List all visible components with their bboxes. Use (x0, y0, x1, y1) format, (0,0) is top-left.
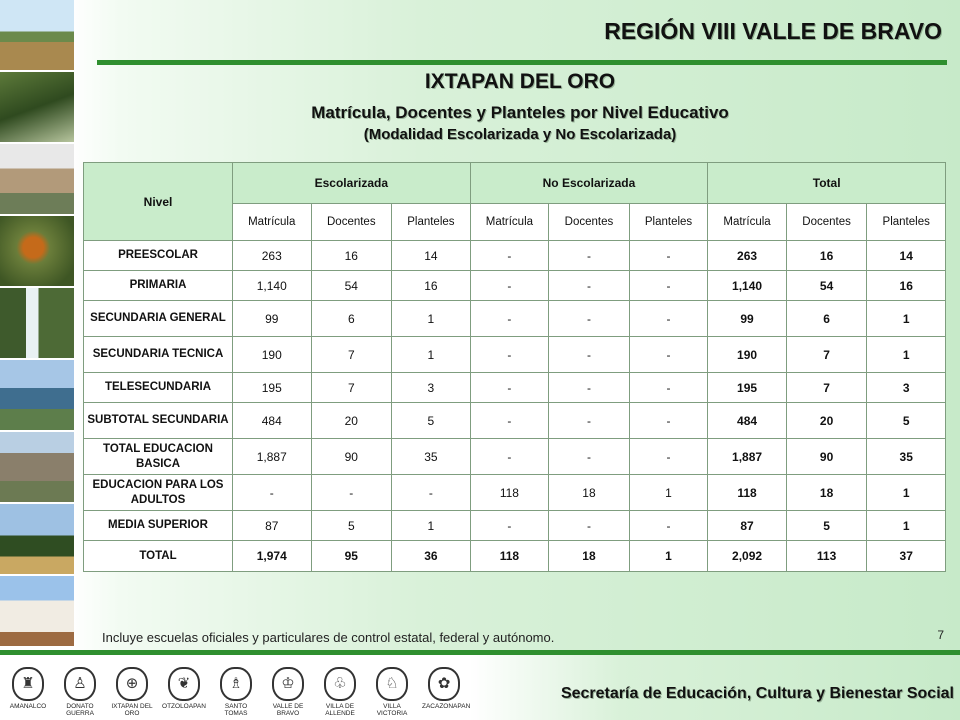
subheader-cell: Docentes (311, 204, 392, 241)
nivel-cell: MEDIA SUPERIOR (84, 511, 233, 541)
municipality-logo (318, 667, 362, 717)
value-cell: 190 (708, 337, 787, 373)
table-row (84, 439, 946, 475)
value-cell: - (549, 511, 630, 541)
value-cell: 118 (470, 541, 549, 572)
village-street-photo (0, 144, 74, 214)
logo-label: ZACAZONAPAN (422, 703, 471, 710)
footnote: Incluye escuelas oficiales y particulares de control estatal, federal y autónomo. (102, 630, 555, 645)
value-cell: 7 (786, 373, 867, 403)
table-row (84, 337, 946, 373)
value-cell: 195 (233, 373, 312, 403)
municipality-logo (370, 667, 414, 717)
value-cell: 3 (867, 373, 946, 403)
value-cell: 1 (867, 511, 946, 541)
table-header-row (84, 163, 946, 204)
value-cell: 113 (786, 541, 867, 572)
amanalco-glyph-icon: ♜ (12, 667, 44, 701)
value-cell: - (233, 475, 312, 511)
value-cell: 5 (311, 511, 392, 541)
value-cell: 14 (867, 241, 946, 271)
value-cell: 5 (392, 403, 471, 439)
value-cell: - (629, 241, 708, 271)
value-cell: 7 (786, 337, 867, 373)
value-cell: - (549, 337, 630, 373)
value-cell: 99 (708, 301, 787, 337)
value-cell: 118 (470, 475, 549, 511)
value-cell: - (629, 373, 708, 403)
subheader-cell: Matrícula (233, 204, 312, 241)
value-cell: - (470, 337, 549, 373)
header-nivel: Nivel (84, 163, 233, 241)
logo-label: SANTO TOMAS (224, 703, 248, 717)
nivel-cell: TOTAL (84, 541, 233, 572)
value-cell: - (470, 439, 549, 475)
municipality-logo (214, 667, 258, 717)
value-cell: 16 (786, 241, 867, 271)
valley-photo (0, 432, 74, 502)
santo-tomas-glyph-icon: ♗ (220, 667, 252, 701)
nivel-cell: EDUCACION PARA LOS ADULTOS (84, 475, 233, 511)
value-cell: 195 (708, 373, 787, 403)
value-cell: 5 (867, 403, 946, 439)
value-cell: - (629, 337, 708, 373)
villa-victoria-glyph-icon: ♘ (376, 667, 408, 701)
value-cell: - (629, 301, 708, 337)
value-cell: - (549, 403, 630, 439)
value-cell: 18 (549, 475, 630, 511)
value-cell: - (549, 301, 630, 337)
value-cell: 1 (867, 475, 946, 511)
value-cell: - (311, 475, 392, 511)
table-row (84, 511, 946, 541)
value-cell: 90 (786, 439, 867, 475)
municipality-logo (162, 667, 206, 710)
subheader-cell: Docentes (786, 204, 867, 241)
nivel-cell: TOTAL EDUCACION BASICA (84, 439, 233, 475)
value-cell: 14 (392, 241, 471, 271)
value-cell: 484 (233, 403, 312, 439)
value-cell: 1 (392, 337, 471, 373)
value-cell: 95 (311, 541, 392, 572)
ixtapan-glyph-icon: ⊕ (116, 667, 148, 701)
header-escolarizada: Escolarizada (233, 163, 471, 204)
lake-photo (0, 360, 74, 430)
enrollment-table (83, 162, 946, 572)
value-cell: 263 (233, 241, 312, 271)
municipality-title: IXTAPAN DEL ORO (424, 70, 616, 93)
value-cell: - (549, 241, 630, 271)
value-cell: 1,887 (233, 439, 312, 475)
value-cell: - (629, 439, 708, 475)
value-cell: 36 (392, 541, 471, 572)
logo-label: DONATO GUERRA (66, 703, 94, 717)
municipality-logo (422, 667, 471, 710)
logo-label: VALLE DE BRAVO (272, 703, 304, 717)
secretaria-label: Secretaría de Educación, Cultura y Bienestar Social (560, 685, 954, 702)
value-cell: 7 (311, 373, 392, 403)
nivel-cell: SECUNDARIA TECNICA (84, 337, 233, 373)
value-cell: 484 (708, 403, 787, 439)
logo-label: OTZOLOAPAN (162, 703, 206, 710)
waterfall-photo (0, 288, 74, 358)
subheader-cell: Matrícula (470, 204, 549, 241)
value-cell: - (629, 403, 708, 439)
value-cell: 18 (549, 541, 630, 572)
table-subtitle-modality: (Modalidad Escolarizada y No Escolarizada) (363, 126, 677, 143)
value-cell: 1,887 (708, 439, 787, 475)
villa-de-allende-glyph-icon: ♧ (324, 667, 356, 701)
value-cell: 35 (392, 439, 471, 475)
value-cell: 16 (311, 241, 392, 271)
table-row (84, 373, 946, 403)
value-cell: 3 (392, 373, 471, 403)
value-cell: - (470, 373, 549, 403)
nivel-cell: SECUNDARIA GENERAL (84, 301, 233, 337)
value-cell: 87 (708, 511, 787, 541)
value-cell: 6 (311, 301, 392, 337)
value-cell: 1,140 (708, 271, 787, 301)
value-cell: - (392, 475, 471, 511)
table-subtitle: Matrícula, Docentes y Planteles por Nivel Educativo (311, 103, 729, 122)
subheader-cell: Matrícula (708, 204, 787, 241)
donato-guerra-glyph-icon: ♙ (64, 667, 96, 701)
value-cell: 37 (867, 541, 946, 572)
value-cell: 54 (786, 271, 867, 301)
value-cell: 1 (629, 475, 708, 511)
subheader-cell: Planteles (867, 204, 946, 241)
value-cell: 1 (392, 301, 471, 337)
value-cell: 190 (233, 337, 312, 373)
value-cell: - (470, 403, 549, 439)
otzoloapan-glyph-icon: ❦ (168, 667, 200, 701)
value-cell: 1,140 (233, 271, 312, 301)
value-cell: 16 (867, 271, 946, 301)
value-cell: - (470, 301, 549, 337)
header-total: Total (708, 163, 946, 204)
value-cell: 7 (311, 337, 392, 373)
value-cell: 20 (786, 403, 867, 439)
value-cell: - (629, 271, 708, 301)
footer (0, 655, 960, 720)
value-cell: 1 (629, 541, 708, 572)
value-cell: - (549, 439, 630, 475)
value-cell: 87 (233, 511, 312, 541)
value-cell: 16 (392, 271, 471, 301)
value-cell: - (549, 271, 630, 301)
subheader-cell: Docentes (549, 204, 630, 241)
value-cell: 35 (867, 439, 946, 475)
landscape-photo (0, 0, 74, 70)
header-no-escolarizada: No Escolarizada (470, 163, 708, 204)
table-row (84, 271, 946, 301)
trees-photo (0, 504, 74, 574)
nivel-cell: SUBTOTAL SECUNDARIA (84, 403, 233, 439)
logo-label: IXTAPAN DEL ORO (111, 703, 153, 717)
value-cell: 20 (311, 403, 392, 439)
page-number: 7 (937, 628, 944, 642)
valle-de-bravo-glyph-icon: ♔ (272, 667, 304, 701)
municipality-logo (6, 667, 50, 710)
subheader-cell: Planteles (392, 204, 471, 241)
region-title: REGIÓN VIII VALLE DE BRAVO (604, 18, 942, 44)
value-cell: 1,974 (233, 541, 312, 572)
zacazonapan-glyph-icon: ✿ (428, 667, 460, 701)
value-cell: 1 (867, 337, 946, 373)
municipality-logo (110, 667, 154, 717)
table-body (84, 241, 946, 572)
value-cell: 5 (786, 511, 867, 541)
value-cell: - (470, 271, 549, 301)
value-cell: 1 (392, 511, 471, 541)
municipality-logo (266, 667, 310, 717)
nivel-cell: TELESECUNDARIA (84, 373, 233, 403)
butterfly-photo (0, 216, 74, 286)
logo-label: VILLA VICTORIA (376, 703, 408, 717)
value-cell: - (470, 241, 549, 271)
photo-strip (0, 0, 74, 648)
value-cell: 90 (311, 439, 392, 475)
value-cell: - (629, 511, 708, 541)
subheader-cell: Planteles (629, 204, 708, 241)
church-photo (0, 576, 74, 646)
value-cell: 118 (708, 475, 787, 511)
table-row (84, 301, 946, 337)
value-cell: 263 (708, 241, 787, 271)
value-cell: 1 (867, 301, 946, 337)
municipality-logo (58, 667, 102, 717)
logo-label: AMANALCO (9, 703, 47, 710)
table-row (84, 475, 946, 511)
nivel-cell: PREESCOLAR (84, 241, 233, 271)
value-cell: 2,092 (708, 541, 787, 572)
table-row (84, 541, 946, 572)
table-row (84, 403, 946, 439)
value-cell: 99 (233, 301, 312, 337)
header-divider (97, 60, 947, 65)
value-cell: 54 (311, 271, 392, 301)
table-row (84, 241, 946, 271)
value-cell: 6 (786, 301, 867, 337)
logo-label: VILLA DE ALLENDE (325, 703, 355, 717)
value-cell: - (549, 373, 630, 403)
nivel-cell: PRIMARIA (84, 271, 233, 301)
value-cell: 18 (786, 475, 867, 511)
value-cell: - (470, 511, 549, 541)
